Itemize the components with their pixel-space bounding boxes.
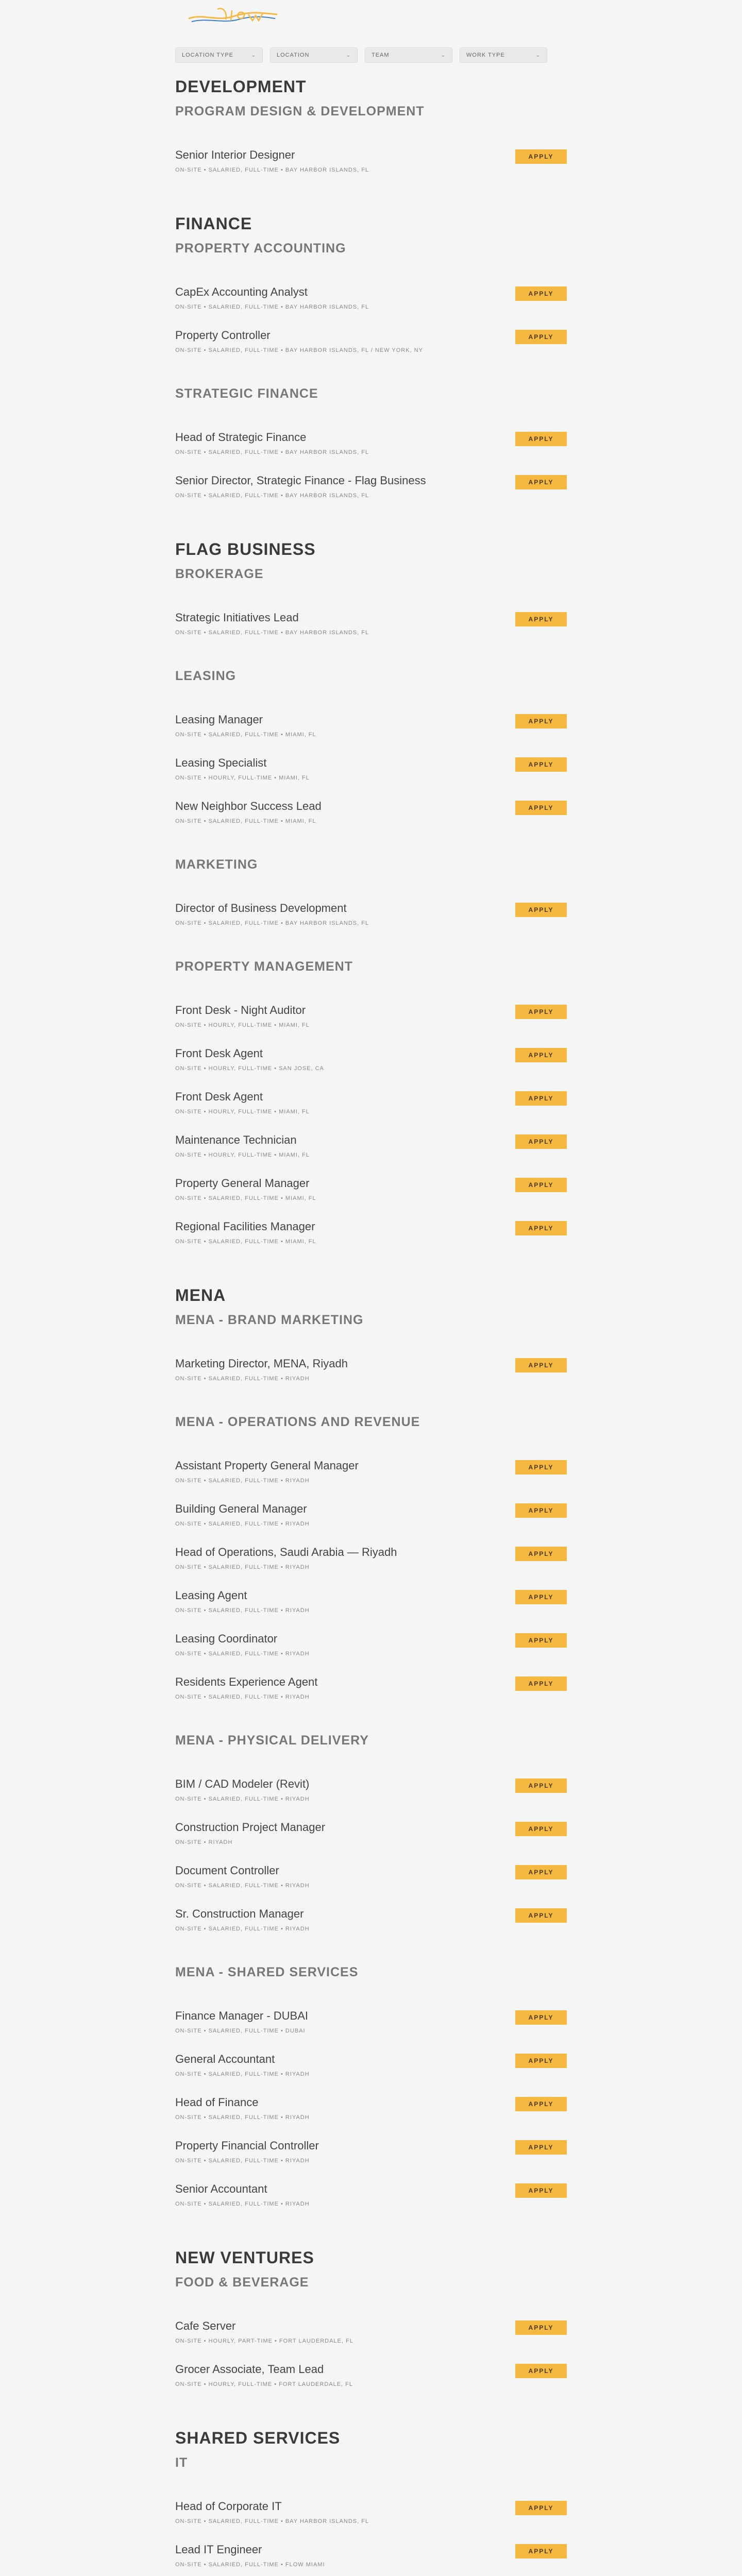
apply-button[interactable]: APPLY [515, 1822, 567, 1836]
posting-title-link[interactable]: Leasing Specialist [175, 756, 267, 769]
posting-row [175, 2319, 567, 2362]
filter-bar [175, 47, 547, 63]
apply-button[interactable]: APPLY [515, 1547, 567, 1561]
posting-meta: ON-SITE • SALARIED, FULL-TIME • MIAMI, FL [175, 732, 316, 738]
apply-button[interactable]: APPLY [515, 1865, 567, 1879]
posting-row [175, 1459, 567, 1502]
posting-title-link[interactable]: Leasing Coordinator [175, 1632, 278, 1645]
posting-title-link[interactable]: Building General Manager [175, 1502, 307, 1515]
posting-row [175, 1907, 567, 1950]
posting-row [175, 1090, 567, 1133]
filter-team[interactable] [365, 47, 452, 63]
apply-button[interactable]: APPLY [515, 1908, 567, 1923]
posting-row [175, 1357, 567, 1400]
posting-row [175, 2139, 567, 2182]
apply-button[interactable]: APPLY [515, 2183, 567, 2198]
posting-title-link[interactable]: Document Controller [175, 1864, 279, 1877]
filter-label: TEAM [372, 52, 390, 58]
team-heading: PROGRAM DESIGN & DEVELOPMENT [175, 104, 425, 118]
page-header [0, 0, 742, 31]
posting-meta: ON-SITE • SALARIED, FULL-TIME • BAY HARBOR ISLANDS, FL [175, 449, 369, 455]
team-heading: BROKERAGE [175, 567, 264, 581]
apply-button[interactable]: APPLY [515, 1460, 567, 1475]
team-heading: FOOD & BEVERAGE [175, 2275, 309, 2290]
apply-button[interactable]: APPLY [515, 1778, 567, 1793]
posting-title-link[interactable]: Marketing Director, MENA, Riyadh [175, 1357, 348, 1370]
apply-button[interactable]: APPLY [515, 286, 567, 301]
chevron-down-icon: ⌄ [535, 52, 541, 58]
apply-button[interactable]: APPLY [515, 1091, 567, 1106]
posting-title-link[interactable]: Construction Project Manager [175, 1821, 326, 1834]
posting-row [175, 1777, 567, 1820]
filter-work-type[interactable] [460, 47, 547, 63]
posting-row [175, 285, 567, 328]
filter-label: LOCATION TYPE [182, 52, 234, 58]
posting-meta: ON-SITE • SALARIED, FULL-TIME • RIYADH [175, 1564, 310, 1570]
posting-title-link[interactable]: Sr. Construction Manager [175, 1907, 304, 1920]
posting-row [175, 2543, 567, 2576]
posting-meta: ON-SITE • SALARIED, FULL-TIME • BAY HARBOR ISLANDS, FL [175, 920, 369, 926]
posting-title-link[interactable]: Head of Finance [175, 2096, 259, 2109]
posting-row [175, 756, 567, 799]
apply-button[interactable]: APPLY [515, 1221, 567, 1235]
apply-button[interactable]: APPLY [515, 2054, 567, 2068]
posting-row [175, 1546, 567, 1588]
posting-meta: ON-SITE • HOURLY, FULL-TIME • SAN JOSE, CA [175, 1065, 324, 1072]
posting-meta: ON-SITE • HOURLY, FULL-TIME • MIAMI, FL [175, 1152, 310, 1158]
posting-row [175, 2009, 567, 2052]
posting-title-link[interactable]: Senior Director, Strategic Finance - Flag Business [175, 474, 426, 487]
posting-row [175, 1047, 567, 1090]
posting-meta: ON-SITE • SALARIED, FULL-TIME • FLOW MIAMI [175, 2562, 325, 2568]
posting-row [175, 902, 567, 944]
posting-row [175, 1632, 567, 1675]
apply-button[interactable]: APPLY [515, 2097, 567, 2111]
posting-title-link[interactable]: Strategic Initiatives Lead [175, 611, 299, 624]
apply-button[interactable]: APPLY [515, 2010, 567, 2025]
team-heading: PROPERTY ACCOUNTING [175, 241, 346, 256]
posting-meta: ON-SITE • HOURLY, FULL-TIME • MIAMI, FL [175, 775, 310, 781]
posting-row [175, 431, 567, 473]
apply-button[interactable]: APPLY [515, 2320, 567, 2335]
apply-button[interactable]: APPLY [515, 2364, 567, 2378]
posting-title-link[interactable]: CapEx Accounting Analyst [175, 285, 308, 298]
posting-title-link[interactable]: BIM / CAD Modeler (Revit) [175, 1777, 310, 1790]
posting-meta: ON-SITE • SALARIED, FULL-TIME • RIYADH [175, 2158, 310, 2164]
filter-label: WORK TYPE [466, 52, 505, 58]
posting-row [175, 2182, 567, 2225]
posting-row [175, 329, 567, 371]
posting-title-link[interactable]: Front Desk Agent [175, 1090, 263, 1103]
posting-row [175, 611, 567, 654]
team-heading: MARKETING [175, 857, 258, 872]
apply-button[interactable]: APPLY [515, 2544, 567, 2558]
apply-button[interactable]: APPLY [515, 475, 567, 489]
posting-title-link[interactable]: Grocer Associate, Team Lead [175, 2363, 324, 2376]
apply-button[interactable]: APPLY [515, 714, 567, 728]
posting-meta: ON-SITE • SALARIED, FULL-TIME • RIYADH [175, 1883, 310, 1889]
posting-title-link[interactable]: Senior Interior Designer [175, 148, 295, 161]
posting-title-link[interactable]: Head of Corporate IT [175, 2500, 282, 2513]
posting-row [175, 1004, 567, 1046]
posting-meta: ON-SITE • SALARIED, FULL-TIME • BAY HARBOR ISLANDS, FL [175, 493, 369, 499]
filter-location[interactable] [270, 47, 358, 63]
posting-title-link[interactable]: Property Controller [175, 329, 271, 342]
posting-meta: ON-SITE • SALARIED, FULL-TIME • RIYADH [175, 1607, 310, 1614]
apply-button[interactable]: APPLY [515, 1178, 567, 1192]
posting-row [175, 474, 567, 517]
posting-row [175, 1502, 567, 1545]
team-heading: MENA - OPERATIONS AND REVENUE [175, 1415, 420, 1429]
apply-button[interactable]: APPLY [515, 1005, 567, 1019]
posting-title-link[interactable]: Senior Accountant [175, 2182, 267, 2195]
apply-button[interactable]: APPLY [515, 801, 567, 815]
posting-meta: ON-SITE • SALARIED, FULL-TIME • RIYADH [175, 1478, 310, 1484]
department-heading: DEVELOPMENT [175, 77, 307, 96]
team-heading: IT [175, 2455, 188, 2470]
apply-button[interactable]: APPLY [515, 330, 567, 344]
team-heading: MENA - SHARED SERVICES [175, 1965, 359, 1979]
department-heading: FLAG BUSINESS [175, 540, 316, 558]
department-heading: MENA [175, 1286, 226, 1304]
apply-button[interactable]: APPLY [515, 1590, 567, 1604]
department-heading: NEW VENTURES [175, 2248, 314, 2267]
posting-title-link[interactable]: Property General Manager [175, 1177, 310, 1190]
apply-button[interactable]: APPLY [515, 2140, 567, 2155]
department-heading: FINANCE [175, 214, 252, 233]
posting-title-link[interactable]: Residents Experience Agent [175, 1675, 318, 1688]
apply-button[interactable]: APPLY [515, 1134, 567, 1149]
team-heading: MENA - PHYSICAL DELIVERY [175, 1733, 369, 1748]
apply-button[interactable]: APPLY [515, 1633, 567, 1648]
filter-location-type[interactable] [175, 47, 263, 63]
chevron-down-icon: ⌄ [441, 52, 446, 58]
posting-meta: ON-SITE • SALARIED, FULL-TIME • RIYADH [175, 1376, 310, 1382]
posting-title-link[interactable]: Director of Business Development [175, 902, 347, 914]
posting-title-link[interactable]: Lead IT Engineer [175, 2543, 262, 2556]
posting-meta: ON-SITE • SALARIED, FULL-TIME • RIYADH [175, 1651, 310, 1657]
apply-button[interactable]: APPLY [515, 1048, 567, 1062]
posting-row [175, 2500, 567, 2543]
apply-button[interactable]: APPLY [515, 2501, 567, 2515]
posting-meta: ON-SITE • SALARIED, FULL-TIME • RIYADH [175, 1694, 310, 1700]
posting-meta: ON-SITE • SALARIED, FULL-TIME • RIYADH [175, 2071, 310, 2077]
posting-title-link[interactable]: Maintenance Technician [175, 1133, 297, 1146]
posting-meta: ON-SITE • SALARIED, FULL-TIME • RIYADH [175, 2114, 310, 2121]
posting-meta: ON-SITE • SALARIED, FULL-TIME • MIAMI, FL [175, 1239, 316, 1245]
apply-button[interactable]: APPLY [515, 1676, 567, 1691]
posting-title-link[interactable]: General Accountant [175, 2053, 275, 2065]
posting-meta: ON-SITE • SALARIED, FULL-TIME • DUBAI [175, 2028, 306, 2034]
apply-button[interactable]: APPLY [515, 1503, 567, 1518]
flow-logo[interactable] [187, 4, 279, 27]
posting-title-link[interactable]: Head of Strategic Finance [175, 431, 307, 444]
posting-row [175, 1821, 567, 1863]
posting-row [175, 1864, 567, 1907]
posting-row [175, 148, 567, 191]
apply-button[interactable]: APPLY [515, 1358, 567, 1372]
team-heading: PROPERTY MANAGEMENT [175, 959, 353, 974]
posting-title-link[interactable]: Head of Operations, Saudi Arabia — Riyadh [175, 1546, 397, 1558]
apply-button[interactable]: APPLY [515, 149, 567, 164]
posting-title-link[interactable]: Property Financial Controller [175, 2139, 319, 2152]
posting-meta: ON-SITE • SALARIED, FULL-TIME • MIAMI, FL [175, 1195, 316, 1201]
posting-meta: ON-SITE • SALARIED, FULL-TIME • BAY HARBOR ISLANDS, FL / NEW YORK, NY [175, 347, 423, 353]
posting-meta: ON-SITE • SALARIED, FULL-TIME • RIYADH [175, 1521, 310, 1527]
apply-button[interactable]: APPLY [515, 432, 567, 446]
posting-row [175, 2096, 567, 2139]
apply-button[interactable]: APPLY [515, 903, 567, 917]
posting-title-link[interactable]: Cafe Server [175, 2319, 236, 2332]
department-heading: SHARED SERVICES [175, 2429, 341, 2447]
posting-row [175, 2363, 567, 2405]
chevron-down-icon: ⌄ [346, 52, 351, 58]
posting-title-link[interactable]: New Neighbor Success Lead [175, 800, 322, 812]
posting-meta: ON-SITE • HOURLY, FULL-TIME • MIAMI, FL [175, 1109, 310, 1115]
posting-title-link[interactable]: Front Desk - Night Auditor [175, 1004, 306, 1016]
posting-meta: ON-SITE • SALARIED, FULL-TIME • RIYADH [175, 1926, 310, 1932]
posting-meta: ON-SITE • HOURLY, FULL-TIME • MIAMI, FL [175, 1022, 310, 1028]
posting-meta: ON-SITE • SALARIED, FULL-TIME • RIYADH [175, 1796, 310, 1802]
team-heading: MENA - BRAND MARKETING [175, 1313, 364, 1327]
posting-row [175, 1589, 567, 1632]
posting-meta: ON-SITE • SALARIED, FULL-TIME • RIYADH [175, 2201, 310, 2207]
posting-meta: ON-SITE • SALARIED, FULL-TIME • BAY HARBOR ISLANDS, FL [175, 304, 369, 310]
filter-label: LOCATION [277, 52, 310, 58]
posting-meta: ON-SITE • SALARIED, FULL-TIME • BAY HARBOR ISLANDS, FL [175, 2518, 369, 2524]
apply-button[interactable]: APPLY [515, 757, 567, 772]
posting-title-link[interactable]: Finance Manager - DUBAI [175, 2009, 308, 2022]
posting-meta: ON-SITE • HOURLY, FULL-TIME • FORT LAUDERDALE, FL [175, 2381, 353, 2387]
posting-row [175, 800, 567, 842]
posting-meta: ON-SITE • SALARIED, FULL-TIME • MIAMI, FL [175, 818, 316, 824]
team-heading: LEASING [175, 669, 237, 683]
posting-meta: ON-SITE • RIYADH [175, 1839, 233, 1845]
posting-title-link[interactable]: Regional Facilities Manager [175, 1220, 315, 1233]
posting-meta: ON-SITE • SALARIED, FULL-TIME • BAY HARBOR ISLANDS, FL [175, 630, 369, 636]
posting-meta: ON-SITE • HOURLY, PART-TIME • FORT LAUDERDALE, FL [175, 2338, 353, 2344]
posting-row [175, 713, 567, 756]
posting-row [175, 1177, 567, 1219]
chevron-down-icon: ⌄ [251, 52, 256, 58]
team-heading: STRATEGIC FINANCE [175, 386, 318, 401]
posting-row [175, 1220, 567, 1263]
posting-title-link[interactable]: Front Desk Agent [175, 1047, 263, 1060]
posting-title-link[interactable]: Leasing Agent [175, 1589, 247, 1602]
posting-meta: ON-SITE • SALARIED, FULL-TIME • BAY HARBOR ISLANDS, FL [175, 167, 369, 173]
posting-title-link[interactable]: Assistant Property General Manager [175, 1459, 359, 1472]
posting-row [175, 2053, 567, 2095]
posting-row [175, 1675, 567, 1718]
posting-row [175, 1133, 567, 1176]
apply-button[interactable]: APPLY [515, 612, 567, 626]
posting-title-link[interactable]: Leasing Manager [175, 713, 263, 726]
